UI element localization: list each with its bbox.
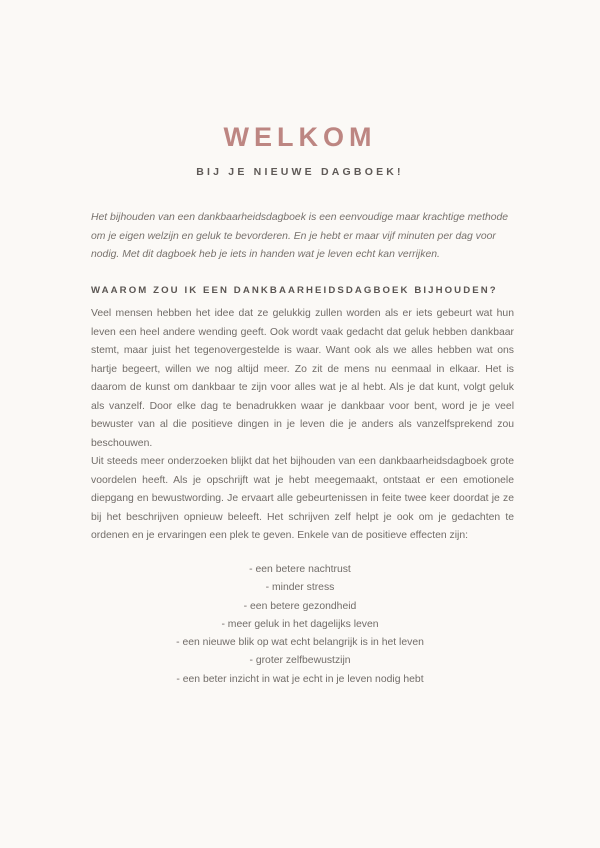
list-item: - groter zelfbewustzijn — [249, 655, 351, 667]
list-item: - een betere nachtrust — [249, 564, 351, 575]
page-subtitle: BIJ JE NIEUWE DAGBOEK! — [196, 166, 404, 178]
section-heading: WAAROM ZOU IK EEN DANKBAARHEIDSDAGBOEK BIJHOUDEN? — [91, 285, 498, 296]
list-item: - een betere gezondheid — [243, 600, 357, 612]
body-paragraph-1: Veel mensen hebben het idee dat ze gelukkig zullen worden als er iets gebeurt wat hun leven een heel andere wending geeft. Ook wordt vaak gedacht dat geluk hebben dankbaar stemt, maar juist het tegenovergestelde is waar. Want ook als we alles hebben wat ons hartje begeert, willen we nog altijd meer. Zo zit de mens nu eenmaal in elkaar. Het is daarom de kunst om dankbaar te zijn voor alles wat je al hebt. Als je dat kunt, volgt geluk als vanzelf. Door elke dag te benadrukken waar je dankbaar voor bent, word je je veel bewuster van al die positieve dingen in je leven die je anders als vanzelfsprekend zou beschouwen. — [91, 308, 514, 449]
list-item: - een nieuwe blik op wat echt belangrijk is in het leven — [176, 637, 424, 649]
list-item: - minder stress — [265, 582, 335, 594]
intro-paragraph: Het bijhouden van een dankbaarheidsdagboek is een eenvoudige maar krachtige methode om je eigen welzijn en geluk te bevorderen. En je hebt er maar vijf minuten per dag voor nodig. Met dit dagboek heb je iets in handen wat je leven echt kan verrijken. — [91, 212, 509, 260]
page-title: WELKOM — [223, 122, 377, 152]
list-item: - meer geluk in het dagelijks leven — [221, 618, 379, 630]
body-paragraph-2: Uit steeds meer onderzoeken blijkt dat het bijhouden van een dankbaarheidsdagboek grote voordelen heeft. Als je opschrijft wat je hebt meegemaakt, ontstaat er een emotionele diepgang en bewustwording. Je ervaart alle gebeurtenissen in feite twee keer doordat je ze bij het beschrijven opnieuw beleeft. Het schrijven zelf helpt je ook om je gedachten te ordenen en je ervaringen een plek te geven. Enkele van de positieve effecten zijn: — [91, 456, 514, 541]
benefits-list — [0, 561, 600, 689]
list-item: - een beter inzicht in wat je echt in je leven nodig hebt — [176, 673, 424, 685]
